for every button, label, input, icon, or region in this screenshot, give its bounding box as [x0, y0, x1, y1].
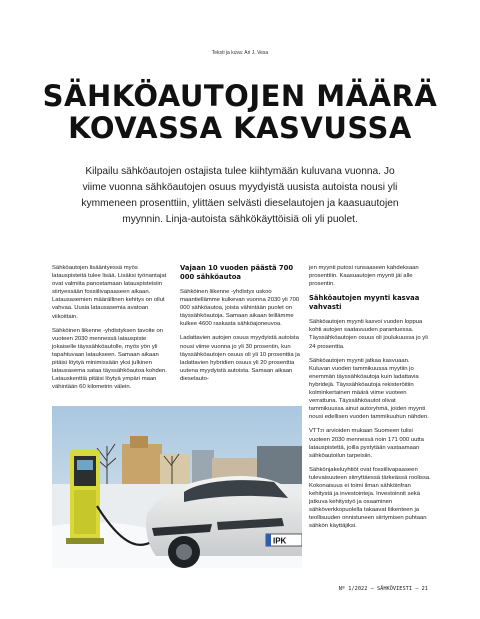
license-plate: IPK — [273, 536, 287, 546]
lead-paragraph: Kilpailu sähköautojen ostajista tulee kiihtymään kuluvana vuonna. Jo viime vuonna sähköautojen osuus myydyistä uusista autoista nousi yli kymmeneen prosenttiin, ylittäen selvästi dieselautojen ja kaasuautojen myynnin. Linja-autoista sähkökäyttöisiä oli yli puolet. — [81, 166, 399, 225]
section-heading: Vajaan 10 vuoden päästä 700 000 sähköautoa — [180, 264, 294, 281]
column-1 — [52, 264, 170, 397]
body-paragraph: Sähköinen liikenne -yhdistyksen tavoite on vuoteen 2030 mennessä latauspiste jokaiselle täyssähköautolle, myös yön yli tapahtuvaan lataukseen. Samaan aikaan pitäisi löytyä minimissään yksi julkinen latausasema sataa täyssähköautoa kohden. Latauskenttiä pitäisi löytyä ympäri maan vähintään 60 kilometrin välein. — [52, 327, 167, 391]
body-paragraph: Ladattavien autojen osuus myydyistä autoista nousi viime vuonna jo yli 30 prosentin, kun täyssähköautojen osuus oli yli 10 prosenttia ja ladattavien hybridien osuus yli 20 prosenttia uutena myydyistä autoista. Samaan aikaan dieselauto- — [180, 335, 300, 382]
column-3 — [309, 264, 431, 537]
article-photo — [52, 406, 302, 568]
body-paragraph: jen myynti putosi runsaaseen kahdeksaan prosenttiin. Kaasuautojen myynti jäi alle prosentin. — [309, 265, 419, 288]
page-footer: Nº 1/2022 — SÄHKÖVIESTI — 21 — [338, 586, 428, 592]
charging-car-photo — [52, 406, 302, 568]
body-paragraph: Sähköautojen lisääntyessä myös latauspisteitä tulee lisää. Lisäksi työnantajat ovat valmiita panostamaan latauspisteisiin siirtyessään fossiilivapaaseen aikaan. Latausasemien määrällinen kehitys on ollut vahvaa. Uusia latausasemia avatoan viikoittain. — [52, 265, 167, 320]
building — [122, 444, 162, 484]
title-line-1: SÄHKÖAUTOJEN MÄÄRÄ — [42, 79, 438, 113]
body-paragraph: Sähkönjakeluyhtiöt ovat fossiilivapaaseen tulevaisuuteen siirryttäessä tärkeässä roolissa. Kokonaisuus ei toimi ilman sähköinfran kehitystä ja investointeja. Investoinnit sekä jatkuva kehitystyö ja osaaminen sähköverkkopuolella takaavat liikenteen ja teollisuuden onnistuneen siirtymisen puhtaan sähkön käyttäjiksi. — [309, 466, 431, 530]
body-paragraph: Sähköautojen myynti jatkaa kasvuaan. Kuluvan vuoden tammikuussa myytiin jo enemmän täyssähköautoja kuin ladattavia hybridejä. Täyssähköautoja rekisteröitiin kolminkertainen määrä viime vuoteen verrattuna. Täyssähköautot olivat tammikuussa ainut autoryhmä, joiden myynti nousi edellisen vuoden tammikuuhun nähden. — [309, 357, 429, 421]
title-line-2: KOVASSA KASVUSSA — [68, 111, 412, 145]
body-paragraph: VTT:n arvioiden mukaan Suomeen tulisi vuoteen 2030 mennessä noin 171 000 uutta latauspistettä, joilla pystytään vastaamaan sähköautoilun tarpeisiin. — [309, 428, 424, 459]
charging-station — [66, 450, 104, 544]
body-paragraph: Sähköinen liikenne -yhdistys uskoo maantiellämme kulkevan vuonna 2030 yli 700 000 sähköautoa, joista vähintään puolet on täyssähköautoja. Samaan aikaan teillämme kulkee 4600 raskasta sähköajoneuvoa. — [180, 289, 300, 328]
column-2 — [180, 264, 300, 389]
section-heading: Sähköautojen myynti kasvaa vahvasti — [309, 294, 420, 312]
article-credit: Teksti ja kuva: Ari J. Vesa — [211, 50, 269, 56]
article-title — [30, 80, 450, 144]
body-paragraph: Sähköautojen myynti kasvoi vuoden loppua kohti autojen saatavuuden parantuessa. Täyssähköautojen osuus oli joulukuussa jo yli 24 prosenttia. — [309, 319, 428, 350]
